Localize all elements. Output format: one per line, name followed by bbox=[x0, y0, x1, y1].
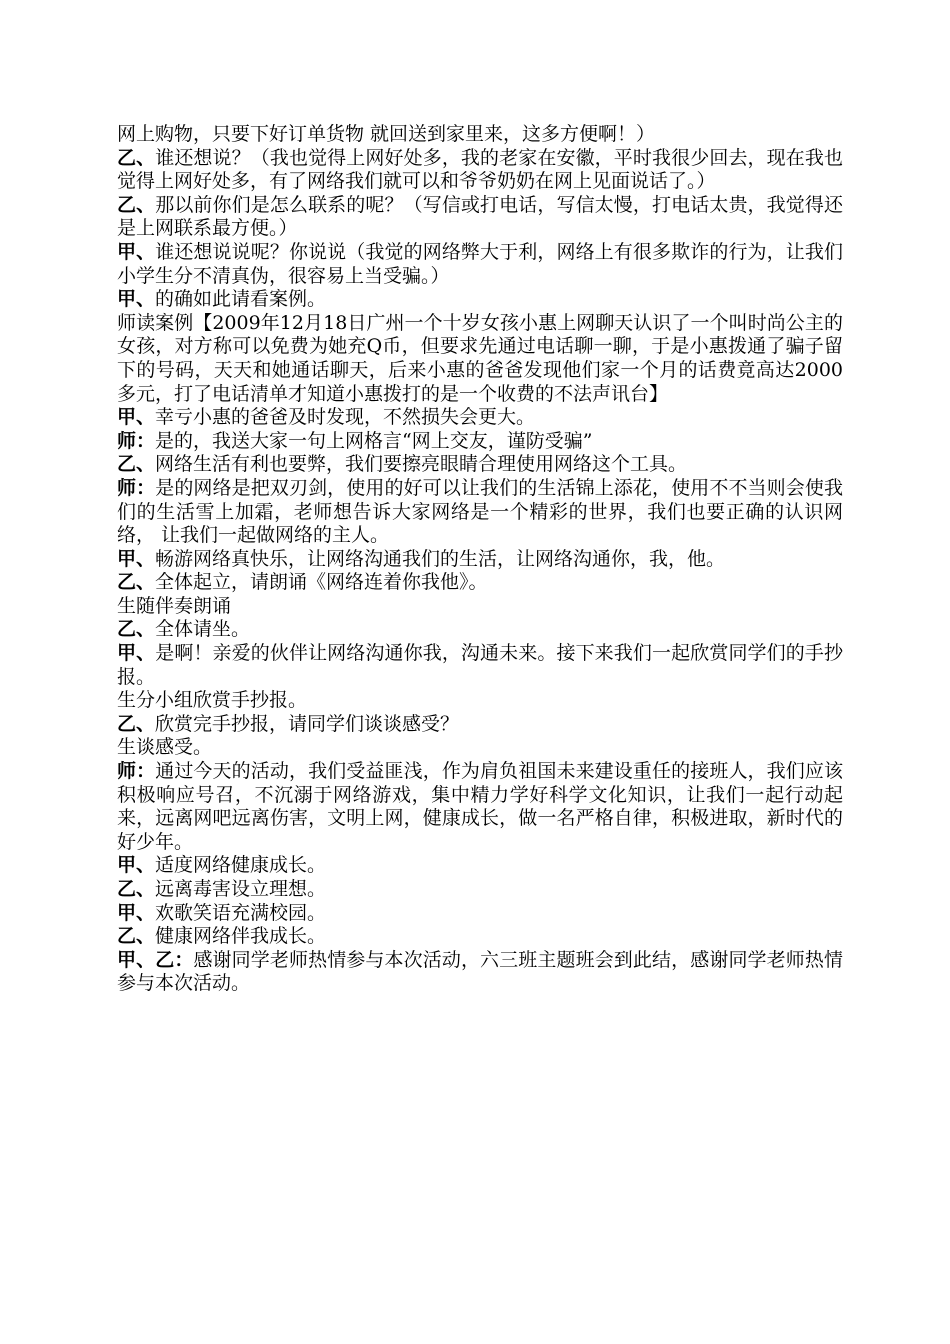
paragraph-1 bbox=[117, 123, 843, 147]
paragraph-text: 欣赏完手抄报，请同学们谈谈感受？ bbox=[155, 712, 460, 735]
paragraph-5 bbox=[117, 288, 843, 312]
speaker-label: 甲、乙： bbox=[117, 948, 194, 971]
paragraph-text: 全体请坐。 bbox=[155, 618, 251, 641]
paragraph-7 bbox=[117, 406, 843, 430]
paragraph-16 bbox=[117, 689, 843, 713]
paragraph-text: 全体起立，请朗诵《网络连着你我他》。 bbox=[155, 571, 488, 594]
speaker-label: 乙、 bbox=[117, 878, 156, 900]
speaker-label: 乙、 bbox=[117, 925, 156, 948]
speaker-label: 乙、 bbox=[117, 618, 156, 641]
speaker-label: 甲、 bbox=[117, 288, 156, 311]
speaker-label: 甲、 bbox=[117, 406, 156, 429]
paragraph-10 bbox=[117, 477, 843, 548]
paragraph-text: 生分小组欣赏手抄报。 bbox=[117, 689, 308, 712]
paragraph-15 bbox=[117, 642, 843, 689]
speaker-label: 师： bbox=[117, 760, 156, 783]
paragraph-11 bbox=[117, 548, 843, 572]
document-page bbox=[117, 123, 843, 996]
paragraph-20 bbox=[117, 854, 843, 878]
paragraph-23 bbox=[117, 925, 843, 949]
paragraph-text: 谁还想说？（我也觉得上网好处多，我的老家在安徽，平时我很少回去，现在我也觉得上网好处多，有了网络我们就可以和爷爷奶奶在网上见面说话了。） bbox=[117, 146, 843, 193]
paragraph-text: 是啊！亲爱的伙伴让网络沟通你我，沟通未来。接下来我们一起欣赏同学们的手抄报。 bbox=[117, 642, 843, 688]
speaker-label: 甲、 bbox=[117, 854, 156, 877]
paragraph-4 bbox=[117, 241, 843, 288]
speaker-label: 甲、 bbox=[117, 547, 156, 570]
paragraph-3 bbox=[117, 194, 843, 241]
paragraph-text: 幸亏小惠的爸爸及时发现，不然损失会更大。 bbox=[155, 406, 536, 429]
paragraph-text: 谁还想说说呢？你说说（我觉的网络弊大于利，网络上有很多欺诈的行为，让我们小学生分不清真伪，很容易上当受骗。） bbox=[117, 240, 843, 287]
paragraph-text: 感谢同学老师热情参与本次活动，六三班主题班会到此结，感谢同学老师热情参与本次活动。 bbox=[117, 948, 843, 995]
paragraph-9 bbox=[117, 453, 843, 477]
paragraph-text: 网上购物，只要下好订单货物 就回送到家里来，这多方便啊！） bbox=[117, 123, 656, 145]
speaker-label: 师： bbox=[117, 476, 156, 499]
paragraph-text: 通过今天的活动，我们受益匪浅，作为肩负祖国未来建设重任的接班人，我们应该积极响应号召，不沉溺于网络游戏，集中精力学好科学文化知识，让我们一起行动起来，远离网吧远离伤害，文明上网，健康成长，做一名严格自律，积极进取，新时代的好少年。 bbox=[117, 760, 843, 853]
paragraph-2 bbox=[117, 147, 843, 194]
paragraph-13 bbox=[117, 595, 843, 619]
paragraph-text: 欢歌笑语充满校园。 bbox=[155, 901, 327, 924]
speaker-label: 乙、 bbox=[117, 193, 156, 216]
speaker-label: 乙、 bbox=[117, 453, 156, 476]
paragraph-text: 生随伴奏朗诵 bbox=[117, 594, 232, 617]
paragraph-text: 网络生活有利也要弊，我们要擦亮眼睛合理使用网络这个工具。 bbox=[155, 453, 688, 476]
speaker-label: 乙、 bbox=[117, 146, 156, 169]
speaker-label: 甲、 bbox=[117, 901, 156, 924]
paragraph-text: 生谈感受。 bbox=[117, 736, 213, 759]
paragraph-21 bbox=[117, 878, 843, 902]
paragraph-text: 远离毒害设立理想。 bbox=[155, 878, 327, 900]
paragraph-22 bbox=[117, 902, 843, 926]
paragraph-24 bbox=[117, 949, 843, 996]
paragraph-17 bbox=[117, 713, 843, 737]
speaker-label: 乙、 bbox=[117, 571, 156, 594]
paragraph-text: 的确如此请看案例。 bbox=[155, 288, 327, 311]
paragraph-text: 是的，我送大家一句上网格言“网上交友，谨防受骗” bbox=[155, 429, 593, 452]
paragraph-6 bbox=[117, 312, 843, 406]
speaker-label: 甲、 bbox=[117, 240, 156, 263]
paragraph-text: 畅游网络真快乐，让网络沟通我们的生活，让网络沟通你，我，他。 bbox=[155, 547, 726, 570]
speaker-label: 师： bbox=[117, 429, 156, 452]
paragraph-text: 师读案例【2009年12月18日广州一个十岁女孩小惠上网聊天认识了一个叫时尚公主的女孩，对方称可以免费为她充Q币，但要求先通过电话聊一聊，于是小惠拨通了骗子留下的号码，天天和她通话聊天，后来小惠的爸爸发现他们家一个月的话费竟高达2000多元，打了电话清单才知道小惠拨打的是一个收费的不法声讯台】 bbox=[117, 311, 843, 405]
paragraph-12 bbox=[117, 571, 843, 595]
paragraph-18 bbox=[117, 736, 843, 760]
paragraph-text: 健康网络伴我成长。 bbox=[155, 925, 327, 948]
paragraph-text: 那以前你们是怎么联系的呢？（写信或打电话，写信太慢，打电话太贵，我觉得还是上网联系最方便。） bbox=[117, 193, 843, 240]
speaker-label: 乙、 bbox=[117, 712, 156, 735]
paragraph-text: 适度网络健康成长。 bbox=[155, 854, 327, 877]
paragraph-8 bbox=[117, 430, 843, 454]
paragraph-text: 是的网络是把双刃剑，使用的好可以让我们的生活锦上添花，使用不不当则会使我们的生活雪上加霜，老师想告诉大家网络是一个精彩的世界，我们也要正确的认识网络， 让我们一起做网络的主人。 bbox=[117, 476, 843, 547]
paragraph-14 bbox=[117, 618, 843, 642]
paragraph-19 bbox=[117, 760, 843, 854]
speaker-label: 甲、 bbox=[117, 642, 156, 665]
